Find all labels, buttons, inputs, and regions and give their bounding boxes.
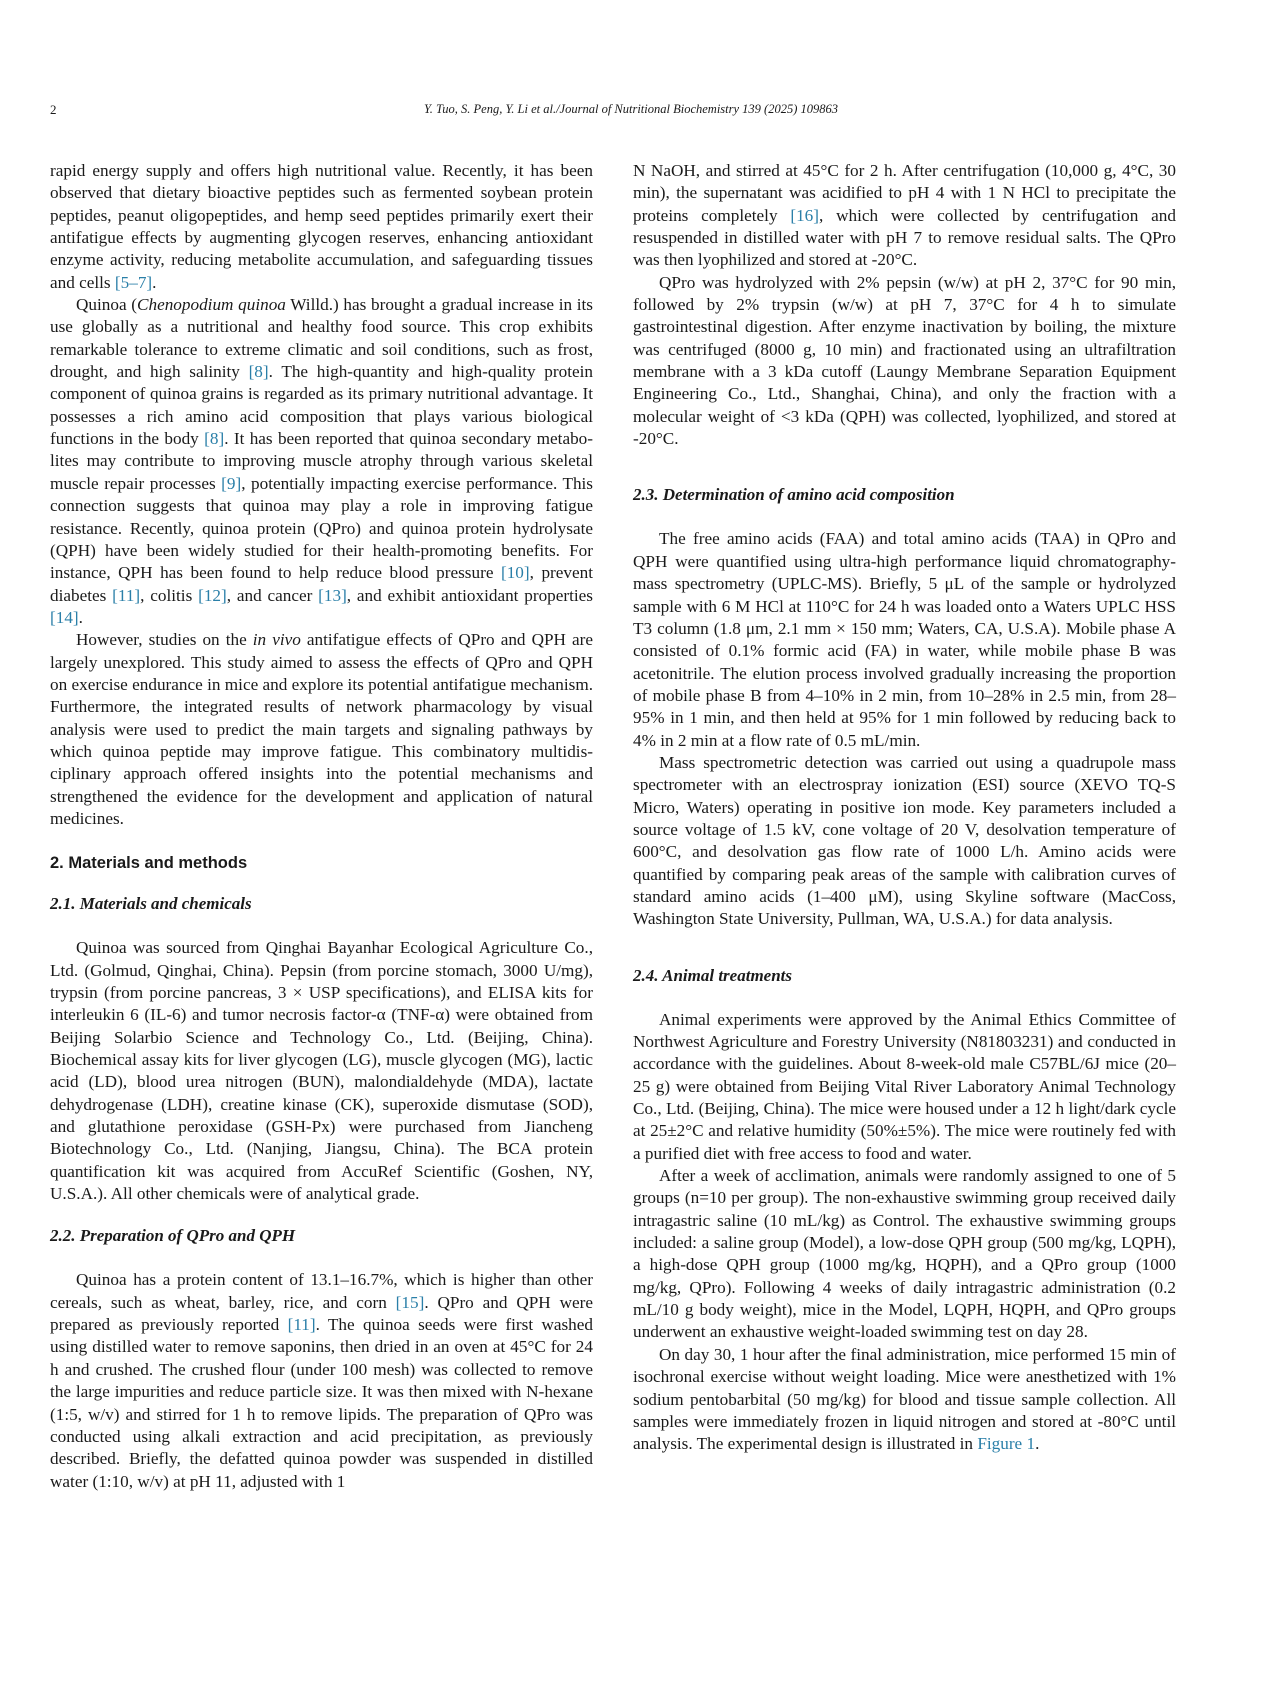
text: antifatigue effects of QPro and QPH are largely unexplored. This study aimed to assess the effects of QPro and QPH on exercise endurance in mice and explore its potential antifatigue mechanism. Furthermore, the integrated results of network pharmacology by visual analysis were used to predict the main targets and signaling pathways by which quinoa peptide may improve fatigue. This combinatory multidisciplinary approach offered insights into the potential mechanisms and strengthened the evidence for the development and application of natural medicines. [50,630,594,828]
paragraph: Quinoa was sourced from Qinghai Bayanhar Ecological Agriculture Co., Ltd. (Golmud, Qinghai, China). Pepsin (from porcine stomach, 3000 U/mg), trypsin (from porcine pancreas, 3 × USP specifications), and ELISA kits for interleukin 6 (IL-6) and tumor necrosis factor-α (TNF-α) were obtained from Beijing Solarbio Science and Technology Co., Ltd. (Beijing, China). Biochemical assay kits for liver glycogen (LG), muscle glycogen (MG), lactic acid (LD), blood urea nitrogen (BUN), malondialdehyde (MDA), lactate dehydrogenase (LDH), creatine kinase (CK), superoxide dismutase (SOD), and glutathione peroxidase (GSH-Px) were purchased from Jiancheng Biotechnology Co., Ltd. (Nanjing, Jiangsu, China). The BCA protein quantification kit was acquired from AccuRef Scientific (Goshen, NY, U.S.A.). All other chemicals were of analytical grade. [50,938,593,1204]
text: rapid energy supply and offers high nutritional value. Recently, it has been observed that dietary bioactive peptides such as fermented soybean protein peptides, peanut oligopeptides, and hemp seed peptides primarily exert their antifatigue effects by augmenting glycogen reserves, enhancing antioxidant enzyme activity, reducing metabolite accumulation, and safeguarding tissues and cells [50,161,593,292]
paragraph [633,160,1176,272]
subsection-heading: 2.2. Preparation of QPro and QPH [50,1226,296,1246]
left-column [50,160,593,1493]
citation-link[interactable]: [12] [198,585,227,605]
text: . [78,607,83,627]
text: Willd.) has brought a gradual increase in its use globally as a nutritional and healthy food source. This crop exhibits remarkable tolerance to extreme climatic and soil conditions, such as frost, drought, and high salinity [50,295,593,382]
subsection-heading: 2.4. Animal treatments [633,965,793,985]
citation-link[interactable]: [13] [318,585,347,605]
citation-link[interactable]: [15] [395,1292,425,1312]
text: , which were collected by centrifugation and resuspended in distilled water with pH 7 to remove residual salts. The QPro was then lyophilized and stored at -20°C. [633,205,1176,270]
right-column [633,160,1176,1456]
section-heading: 2. Materials and methods [50,854,248,873]
citation-link[interactable]: [11] [112,585,141,605]
text: , and cancer [226,585,319,605]
text: . QPro and QPH were prepared as previously reported [50,1292,593,1335]
text: N NaOH, and stirred at 45°C for 2 h. After centrifugation (10,000 g, 4°C, 30 min), the supernatant was acidified to pH 4 with 1 N HCl to precipitate the proteins completely [633,161,1176,225]
text: On day 30, 1 hour after the final administration, mice performed 15 min of isochronal exercise without weight loading. Mice were anesthetized with 1% sodium pentobarbital (50 mg/kg) for blood and tissue sample collection. All samples were immediately frozen in liquid nitrogen and stored at -80°C until analysis. The experimental design is illustrated in [633,1344,1176,1454]
paragraph: After a week of acclimation, animals were randomly assigned to one of 5 groups (n=10 per group). The non-exhaustive swimming group received daily intragastric saline (10 mL/kg) as Control. The exhaustive swimming groups included: a saline group (Model), a low-dose QPH group (500 mg/kg, LQPH), a high-dose QPH group (1000 mg/kg, HQPH), and a QPro group (1000 mg/kg, QPro). Following 4 weeks of daily intragastric administration (0.2 mL/10 g body weight), mice in the Model, LQPH, HQPH, and QPro groups underwent an exhaustive weight-loaded swimming test on day 28. [633,1166,1176,1342]
text: . [152,272,157,292]
paragraph [633,1344,1176,1456]
citation-link[interactable]: [8] [248,362,269,382]
citation-link[interactable]: [9] [221,473,242,493]
paragraph: Animal experiments were approved by the Animal Ethics Committee of Northwest Agriculture and Forestry University (N81803231) and conducted in accordance with the guidelines. About 8-week-old male C57BL/6J mice (20–25 g) were obtained from Beijing Vital River Laboratory Animal Technology Co., Ltd. (Beijing, China). The mice were housed under a 12 h light/dark cycle at 25±2°C and relative humidity (50%±5%). The mice were routinely fed with a purified diet with free access to food and water. [633,1009,1176,1163]
text: . The quinoa seeds were first washed using distilled water to remove saponins, then dried in an oven at 45°C for 24 h and crushed. The crushed flour (under 100 mesh) was collected to remove the large impurities and reduce particle size. It was then mixed with N-hexane (1:5, w/v) and stirred for 1 h to remove lipids. The preparation of QPro was conducted using alkali extraction and acid precipitation, as previously described. Briefly, the defatted quinoa powder was suspended in distilled water (1:10, w/v) at pH 11, adjusted with 1 [50,1315,593,1491]
text: . [1035,1434,1040,1454]
species-name: Chenopodium quinoa [137,295,286,315]
paragraph: Mass spectrometric detection was carried out using a quadrupole mass spectrometer with an electrospray ionization (ESI) source (XEVO TQ-S Micro, Waters) operating in positive ion mode. Key parameters included a source voltage of 1.5 kV, cone voltage of 20 V, desolvation temperature of 600°C, and desolvation gas flow rate of 1000 L/h. Amino acids were quantified by comparing peak areas of the sample with calibration curves of standard amino acids (1–400 μM), using Skyline software (MacCoss, Washington State University, Pullman, WA, U.S.A.) for data analysis. [633,752,1176,929]
citation-link[interactable]: [8] [204,429,225,449]
paragraph: The free amino acids (FAA) and total amino acids (TAA) in QPro and QPH were quantified using ultra-high performance liquid chromatography-mass spectrometry (UPLC-MS). Briefly, 5 μL of the sample or hydrolyzed sample with 6 M HCl at 110°C for 24 h was loaded onto a Waters UPLC HSS T3 column (1.8 μm, 2.1 mm × 150 mm; Waters, CA, U.S.A). Mobile phase A consisted of 0.1% formic acid (FA) in water, while mobile phase B was acetonitrile. The elution process involved gradually increasing the proportion of mobile phase B from 4–10% in 2 min, from 10–28% in 2.5 min, from 28–95% in 1 min, and then held at 95% for 1 min followed by reducing back to 4% in 2 min at a flow rate of 0.5 mL/min. [633,529,1176,750]
text: , and exhibit antioxidant properties [346,585,593,605]
text: , colitis [140,585,199,605]
running-header [0,102,1262,122]
citation-link[interactable]: [14] [50,607,79,627]
citation-link[interactable]: [16] [790,205,819,225]
text: . It has been reported that quinoa secondary metabolites may contribute to improving muscle atrophy through various skeletal muscle repair processes [50,429,593,493]
paragraph [50,1269,593,1492]
text: . The high-quantity and high-quality protein component of quinoa grains is regarded as its primary nutritional advantage. It possesses a rich amino acid composition that plays various biological functions in the body [50,362,593,449]
journal-reference: Y. Tuo, S. Peng, Y. Li et al./Journal of Nutritional Biochemistry 139 (2025) 109863 [423,102,839,116]
text: Quinoa ( [76,295,138,315]
citation-link[interactable]: [11] [287,1315,316,1335]
paragraph [50,294,593,629]
text: , prevent diabetes [50,563,593,605]
subsection-heading: 2.3. Determination of amino acid composition [633,485,955,505]
paragraph [50,629,593,830]
paragraph [50,160,593,294]
citation-link[interactable]: [10] [500,563,530,583]
text: Quinoa has a protein content of 13.1–16.7%, which is higher than other cereals, such as wheat, barley, rice, and corn [50,1270,593,1312]
italic-term: in vivo [252,630,301,650]
paragraph: QPro was hydrolyzed with 2% pepsin (w/w) at pH 2, 37°C for 90 min, followed by 2% trypsin (w/w) at pH 7, 37°C for 4 h to simulate gastrointestinal digestion. After enzyme inactivation by boiling, the mixture was centrifuged (8000 g, 10 min) and fractionated using an ultrafiltration membrane with a 3 kDa cutoff (Laungy Membrane Separation Equipment Engineering Co., Ltd., Shanghai, China), and only the fraction with a molecular weight of <3 kDa (QPH) was collected, lyophilized, and stored at -20°C. [633,272,1176,449]
page-number: 2 [50,102,57,117]
subsection-heading: 2.1. Materials and chemicals [50,894,252,914]
text: , potentially impacting exercise performance. This connection suggests that quinoa may play a role in improving fatigue resistance. Recently, quinoa protein (QPro) and quinoa protein hydrolysate (QPH) have been widely studied for their health-promoting benefits. For instance, QPH has been found to help reduce blood pressure [50,473,593,583]
text: However, studies on the [76,630,253,650]
figure-link[interactable]: Figure 1 [977,1434,1036,1454]
citation-link[interactable]: [5–7] [114,272,153,292]
